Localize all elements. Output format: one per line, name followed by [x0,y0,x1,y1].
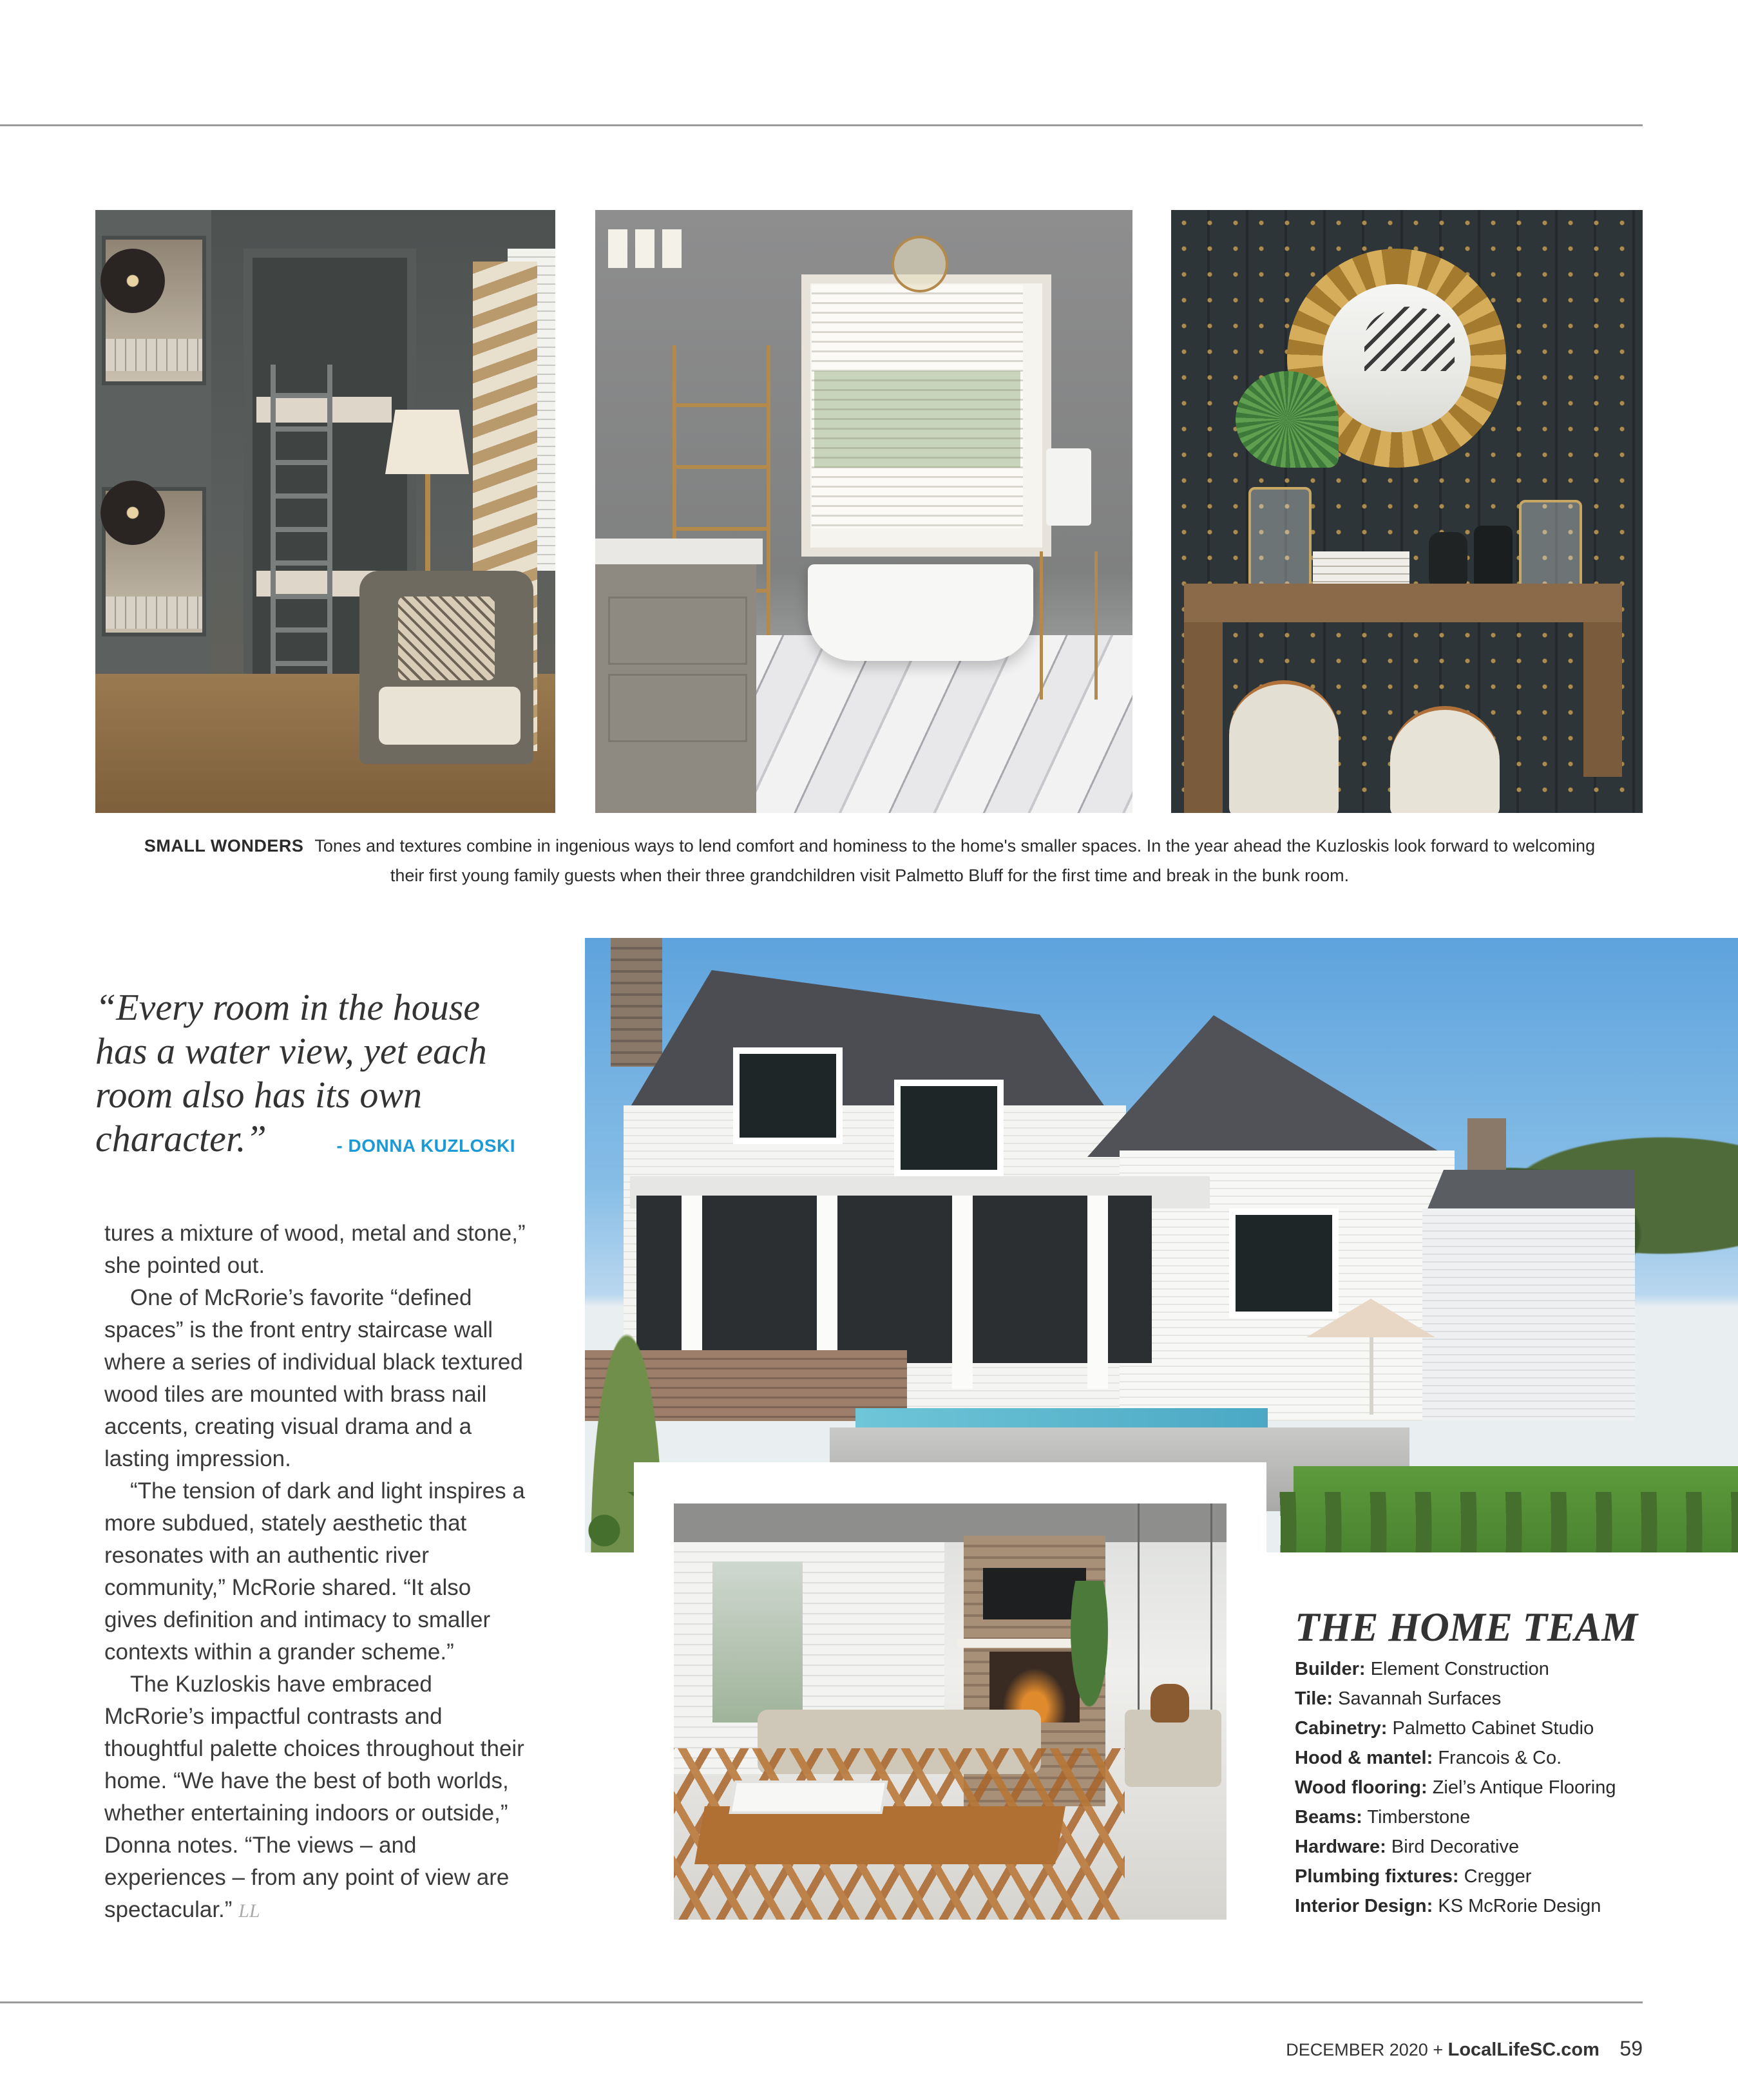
body-paragraph: “The tension of dark and light inspires a more subdued, stately aesthetic that resonates with an authentic river community,” McRorie shared. “It also gives definition and intimacy to smaller contexts within a grander scheme.” [104,1478,525,1665]
pull-quote-attribution: - DONNA KUZLOSKI [336,1136,515,1156]
team-name: Cregger [1464,1866,1532,1887]
team-item [1295,1891,1656,1921]
covered-patio-photo [674,1503,1227,1920]
body-paragraph: tures a mixture of wood, metal and stone,” she pointed out. [104,1221,526,1278]
team-item [1295,1862,1656,1891]
home-team-list [1295,1654,1656,1921]
team-role: Beams: [1295,1807,1362,1828]
bottom-rule [0,2001,1643,2003]
team-item [1295,1773,1656,1802]
team-name: Ziel’s Antique Flooring [1432,1777,1616,1798]
team-role: Hood & mantel: [1295,1748,1433,1768]
caption-heading: SMALL WONDERS [144,836,304,855]
team-name: Bird Decorative [1391,1837,1520,1857]
team-name: Timberstone [1367,1807,1471,1828]
team-name: Savannah Surfaces [1338,1688,1502,1709]
team-role: Builder: [1295,1659,1366,1679]
team-role: Interior Design: [1295,1896,1433,1916]
page-footer [1286,2037,1643,2061]
team-role: Cabinetry: [1295,1718,1388,1739]
body-paragraph-text: The Kuzloskis have embraced McRorie’s impactful contrasts and thoughtful palette choices throughout their home. “We have the best of both worlds, whether entertaining indoors or outside,” Donna notes. “The views – and experiences – from any point of view are spectacular.” [104,1672,524,1922]
page-number: 59 [1619,2037,1643,2060]
top-rule [0,124,1643,126]
pull-quote: “Every room in the house has a water view, yet each room also has its own character.” [95,986,487,1160]
team-name: KS McRorie Design [1438,1896,1601,1916]
team-name: Francois & Co. [1438,1748,1562,1768]
team-item [1295,1654,1656,1684]
home-team-box [1295,1604,1656,1921]
team-role: Hardware: [1295,1837,1386,1857]
team-role: Tile: [1295,1688,1333,1709]
team-name: Element Construction [1370,1659,1549,1679]
end-signature: LL [238,1900,260,1922]
bathroom-photo [595,210,1132,813]
issue-date: DECEMBER 2020 + [1286,2040,1444,2059]
team-item [1295,1713,1656,1743]
body-paragraph: One of McRorie’s favorite “defined spaces” is the front entry staircase wall where a series of individual black textured wood tiles are mounted with brass nail accents, creating visual drama and a lasting impression. [104,1285,523,1471]
article-body [104,1217,530,1927]
team-name: Palmetto Cabinet Studio [1392,1718,1594,1739]
team-item [1295,1743,1656,1773]
bunk-room-photo [95,210,555,813]
team-item [1295,1802,1656,1832]
caption-text: Tones and textures combine in ingenious ways to lend comfort and hominess to the home's smaller spaces. In the year ahead the Kuzloskis look forward to welcoming their first young family guests when their three grandchildren visit Palmetto Bluff for the first time and break in the bunk room. [314,836,1596,885]
body-paragraph [104,1668,530,1927]
home-team-title: THE HOME TEAM [1295,1605,1638,1650]
team-item [1295,1832,1656,1862]
house-exterior-photo [585,938,1738,1552]
photo-caption [129,831,1610,890]
team-role: Wood flooring: [1295,1777,1428,1798]
team-item [1295,1684,1656,1713]
team-role: Plumbing fixtures: [1295,1866,1459,1887]
website-link[interactable]: LocalLifeSC.com [1447,2039,1600,2060]
console-mirror-photo [1171,210,1643,813]
